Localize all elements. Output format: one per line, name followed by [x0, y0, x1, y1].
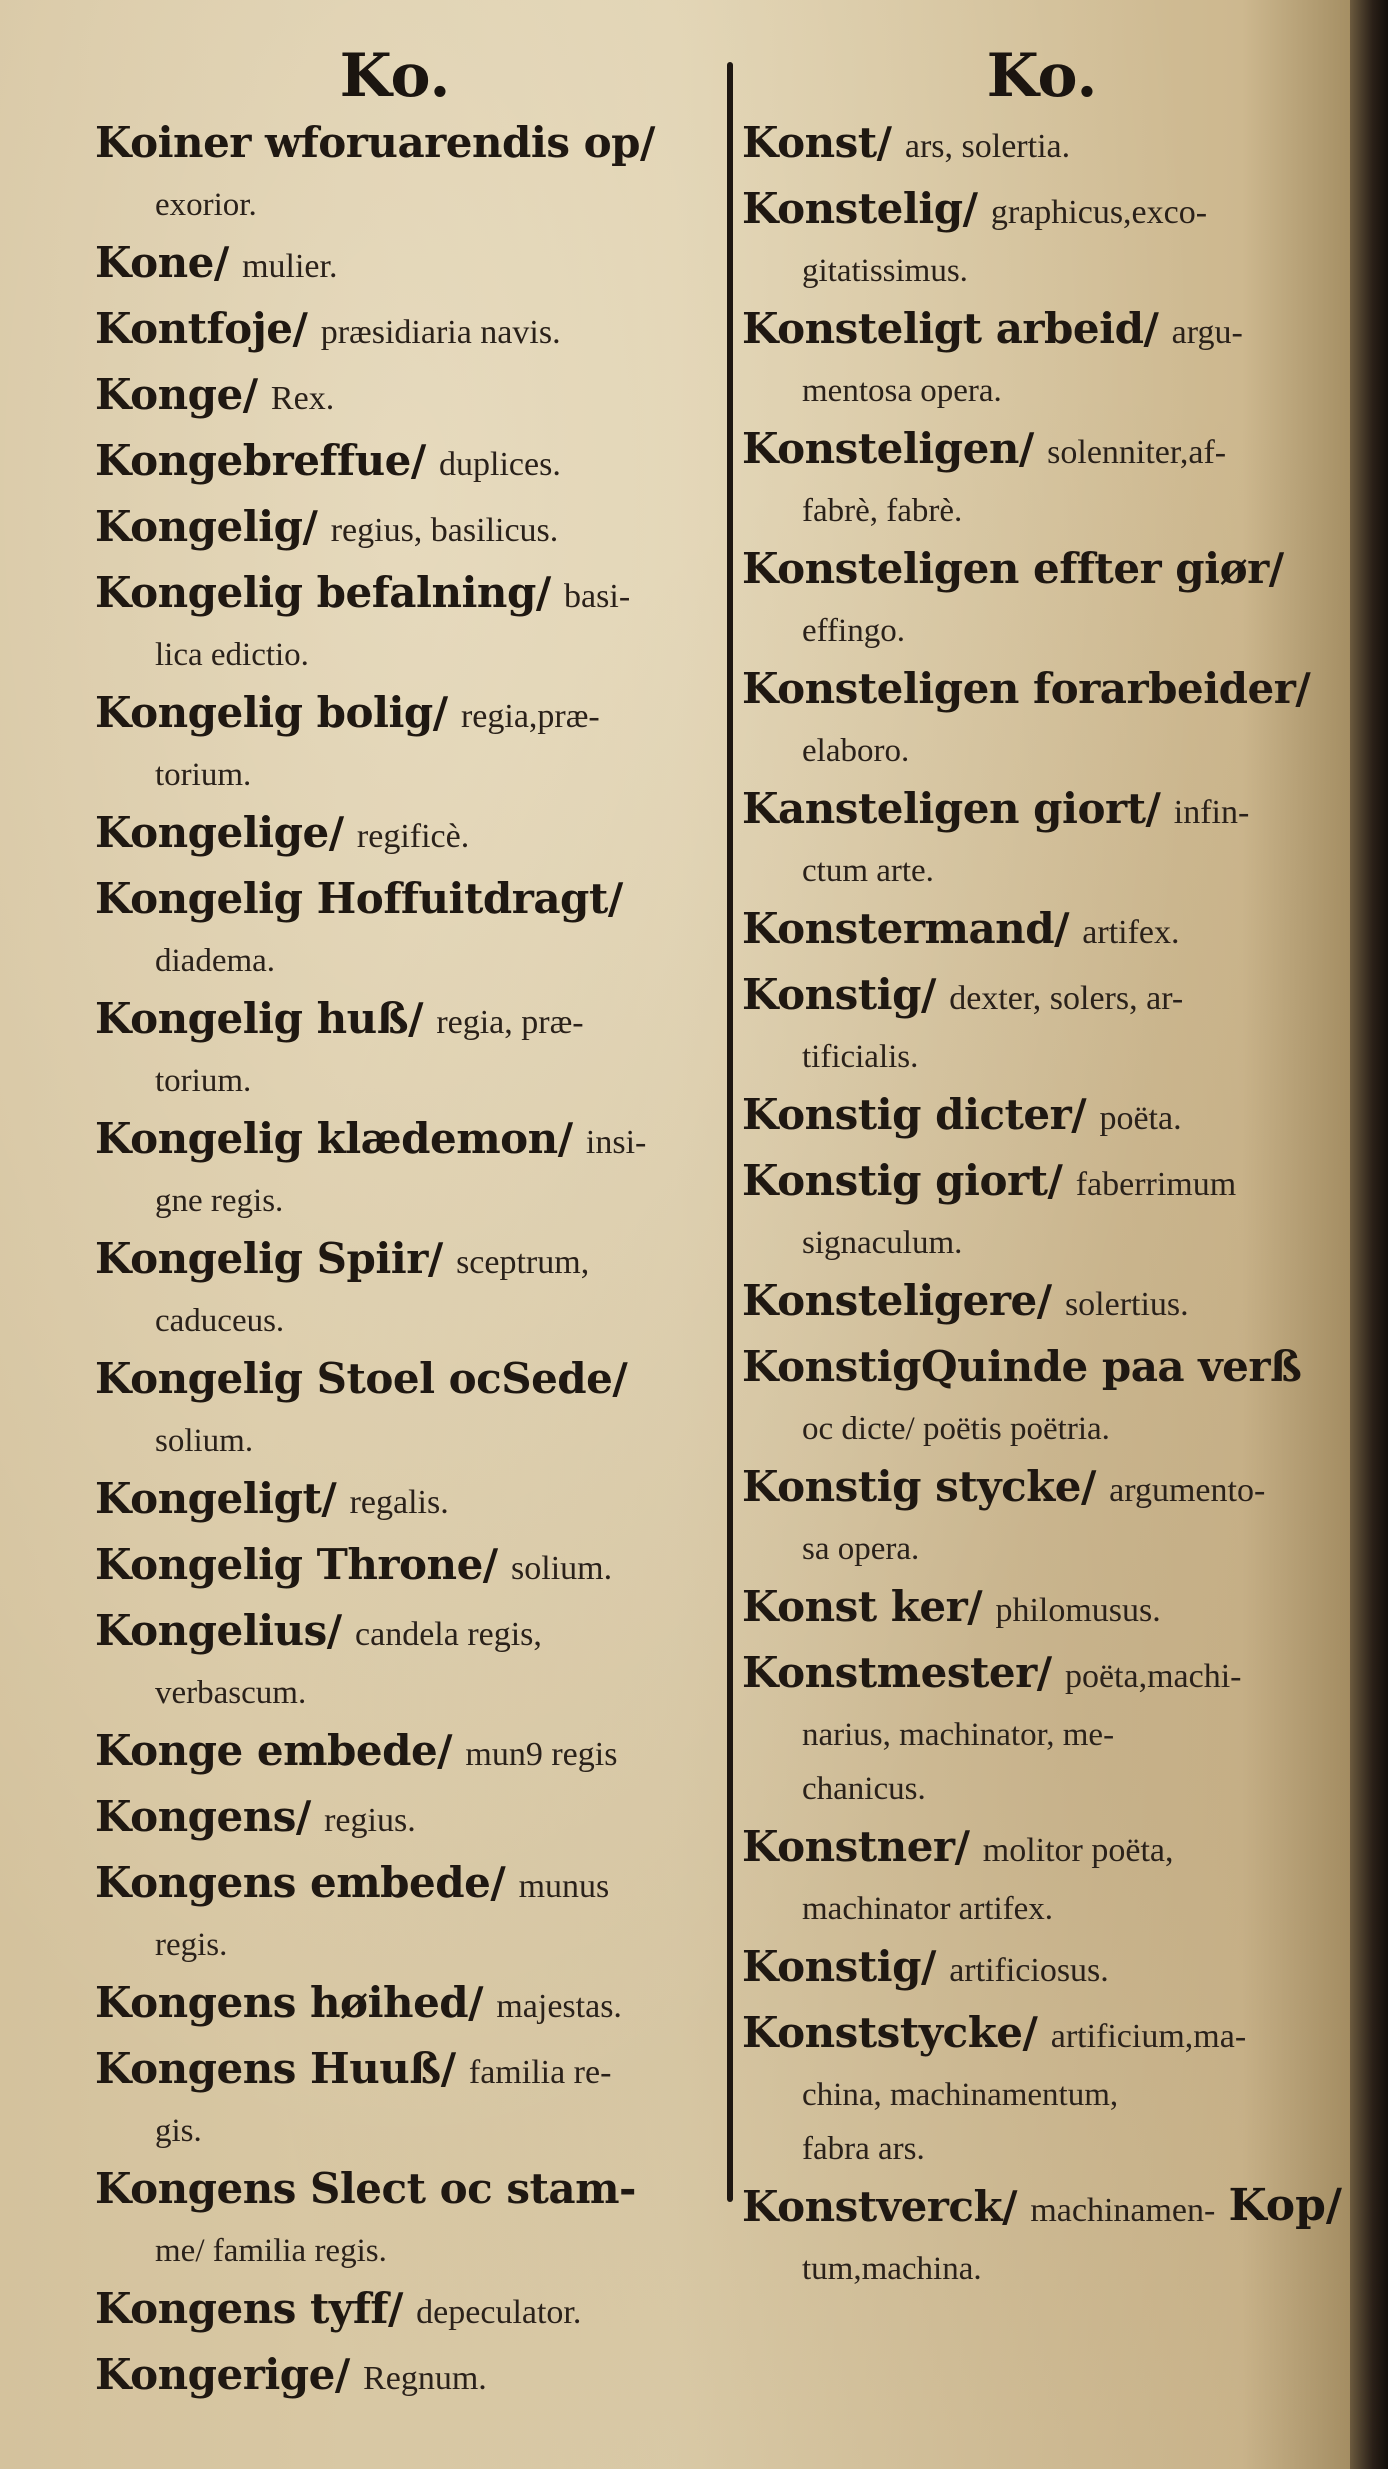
entry-first-line [742, 1336, 1342, 1402]
entry-first-line [742, 898, 1342, 964]
entry-continuation: effingo. [802, 613, 905, 649]
entry-first-line [95, 430, 695, 496]
entry-latin-gloss: regificè. [356, 818, 470, 855]
dictionary-entry [742, 1816, 1342, 1936]
entry-headword: Konstig giort/ [742, 1156, 1063, 1205]
dictionary-entry [742, 2122, 1342, 2176]
entry-headword: Konsteligen forarbeider/ [742, 664, 1311, 713]
entry-headword: Kongens Slect oc stam- [95, 2164, 636, 2213]
column-rule [727, 62, 733, 2202]
dictionary-entry [95, 1720, 695, 1786]
left-running-head: Ko. [339, 41, 451, 111]
entry-first-line [742, 1576, 1342, 1642]
dictionary-entry [95, 1228, 695, 1348]
entry-latin-gloss: Regnum. [363, 2360, 487, 2397]
entry-headword: Kongens tyff/ [95, 2284, 403, 2333]
entry-first-line [95, 1786, 695, 1852]
entry-latin-gloss: depeculator. [416, 2294, 582, 2331]
entry-first-line [742, 1150, 1342, 1216]
dictionary-entry [742, 1576, 1342, 1642]
entry-continuation: mentosa opera. [802, 373, 1002, 409]
entry-latin-gloss: regia, præ- [436, 1004, 584, 1041]
left-entry-list [95, 112, 695, 2410]
entry-first-line [95, 802, 695, 868]
entry-first-line [95, 2038, 695, 2104]
dictionary-entry [742, 1936, 1342, 2002]
entry-first-line [95, 868, 695, 934]
dictionary-entry [95, 364, 695, 430]
entry-continuation: fabra ars. [802, 2131, 925, 2167]
entry-latin-gloss: candela regis, [355, 1616, 542, 1653]
entry-first-line [742, 538, 1342, 604]
entry-headword: Kongens Huuß/ [95, 2044, 456, 2093]
entry-headword: Kongelig Hoffuitdragt/ [95, 874, 623, 923]
entry-first-line [742, 658, 1342, 724]
entry-continuation: chanicus. [802, 1771, 926, 1807]
dictionary-entry [742, 1270, 1342, 1336]
dictionary-entry [95, 1534, 695, 1600]
dictionary-entry [742, 538, 1342, 658]
entry-latin-gloss: insi- [585, 1124, 647, 1161]
entry-continuation: narius, machinator, me- [802, 1717, 1115, 1753]
entry-latin-gloss: solium. [511, 1550, 613, 1587]
entry-latin-gloss: faberrimum [1075, 1166, 1237, 1203]
entry-continuation: tum,machina. [802, 2251, 982, 2287]
entry-headword: Konge embede/ [95, 1726, 453, 1775]
entry-first-line [742, 1936, 1342, 2002]
entry-continuation: exorior. [155, 187, 257, 223]
dictionary-entry [742, 298, 1342, 418]
entry-headword: Kongens embede/ [95, 1858, 506, 1907]
entry-headword: Kongelig Spiir/ [95, 1234, 443, 1283]
entry-headword: Kongebreffue/ [95, 436, 426, 485]
entry-first-line [95, 562, 695, 628]
entry-headword: Kongelig Throne/ [95, 1540, 498, 1589]
entry-latin-gloss: machinamen- [1030, 2192, 1216, 2229]
entry-first-line [95, 1720, 695, 1786]
dictionary-entry [95, 562, 695, 682]
dictionary-entry [742, 2002, 1342, 2122]
entry-first-line [95, 2278, 695, 2344]
dictionary-entry [742, 1642, 1342, 1762]
entry-latin-gloss: regius. [324, 1802, 416, 1839]
entry-first-line [95, 1468, 695, 1534]
entry-continuation: sa opera. [802, 1531, 920, 1567]
entry-first-line [742, 1816, 1342, 1882]
entry-first-line [742, 112, 1342, 178]
entry-latin-gloss: familia re- [468, 2054, 612, 2091]
entry-first-line [95, 1534, 695, 1600]
entry-headword: Konstverck/ [742, 2182, 1017, 2231]
entry-headword: Kongelig bolig/ [95, 688, 448, 737]
entry-first-line [742, 298, 1342, 364]
dictionary-entry [95, 988, 695, 1108]
entry-latin-gloss: mulier. [242, 248, 338, 285]
entry-continuation: gne regis. [155, 1183, 284, 1219]
entry-latin-gloss: basi- [564, 578, 631, 615]
entry-continuation: solium. [155, 1423, 254, 1459]
entry-latin-gloss: solenniter,af- [1047, 434, 1227, 471]
entry-first-line [95, 682, 695, 748]
entry-first-line [742, 964, 1342, 1030]
entry-latin-gloss: infin- [1173, 794, 1250, 831]
catchword: Kop/ [1228, 2180, 1342, 2231]
dictionary-entry [95, 682, 695, 802]
dictionary-entry [95, 232, 695, 298]
entry-headword: Kongelius/ [95, 1606, 342, 1655]
entry-continuation: fabrè, fabrè. [802, 493, 963, 529]
left-column [95, 40, 695, 2410]
right-column [742, 40, 1342, 2296]
entry-latin-gloss: dexter, solers, ar- [949, 980, 1184, 1017]
entry-headword: Kongelige/ [95, 808, 344, 857]
entry-latin-gloss: præsidiaria navis. [320, 314, 561, 351]
entry-continuation: diadema. [155, 943, 276, 979]
entry-continuation: machinator artifex. [802, 1891, 1054, 1927]
entry-latin-gloss: Rex. [270, 380, 335, 417]
entry-latin-gloss: sceptrum, [456, 1244, 590, 1281]
entry-latin-gloss: duplices. [439, 446, 561, 483]
dictionary-entry [95, 868, 695, 988]
entry-latin-gloss: poëta,machi- [1064, 1658, 1242, 1695]
entry-continuation: gis. [155, 2113, 202, 2149]
entry-headword: Kongerige/ [95, 2350, 350, 2399]
entry-first-line [742, 1270, 1342, 1336]
dictionary-entry [95, 430, 695, 496]
entry-latin-gloss: majestas. [496, 1988, 622, 2025]
entry-headword: Koiner wforuarendis op/ [95, 118, 655, 167]
dictionary-entry [95, 2038, 695, 2158]
entry-first-line [742, 1084, 1342, 1150]
entry-continuation: gitatissimus. [802, 253, 968, 289]
dictionary-entry [95, 2278, 695, 2344]
entry-headword: Kongelig/ [95, 502, 318, 551]
entry-continuation: torium. [155, 757, 252, 793]
entry-continuation: elaboro. [802, 733, 910, 769]
right-running-head: Ko. [986, 41, 1098, 111]
dictionary-entry [95, 1852, 695, 1972]
entry-first-line [95, 232, 695, 298]
dictionary-entry [742, 658, 1342, 778]
dictionary-entry [95, 496, 695, 562]
entry-headword: Konstig/ [742, 970, 936, 1019]
entry-first-line [742, 1456, 1342, 1522]
entry-first-line [95, 1228, 695, 1294]
entry-headword: Kansteligen giort/ [742, 784, 1161, 833]
entry-continuation: tificialis. [802, 1039, 919, 1075]
entry-continuation: china, machinamentum, [802, 2077, 1119, 2113]
right-entry-list [742, 112, 1342, 2296]
entry-continuation: lica edictio. [155, 637, 309, 673]
entry-headword: Kongelig huß/ [95, 994, 423, 1043]
entry-headword: Konstig/ [742, 1942, 936, 1991]
entry-first-line [95, 2158, 695, 2224]
dictionary-entry [742, 898, 1342, 964]
entry-headword: Kongens høihed/ [95, 1978, 483, 2027]
dictionary-entry [742, 178, 1342, 298]
book-gutter-shadow [1350, 0, 1388, 2469]
dictionary-entry [742, 1084, 1342, 1150]
dictionary-entry [742, 778, 1342, 898]
entry-latin-gloss: ars, solertia. [904, 128, 1071, 165]
entry-latin-gloss: philomusus. [995, 1592, 1161, 1629]
entry-headword: Kontfoje/ [95, 304, 308, 353]
dictionary-entry [742, 964, 1342, 1084]
dictionary-entry [95, 802, 695, 868]
entry-continuation: ctum arte. [802, 853, 934, 889]
entry-latin-gloss: solertius. [1064, 1286, 1189, 1323]
entry-headword: Kongens/ [95, 1792, 311, 1841]
entry-headword: Konst ker/ [742, 1582, 983, 1631]
entry-headword: Konstelig/ [742, 184, 978, 233]
entry-first-line [742, 178, 1342, 244]
entry-continuation: oc dicte/ poëtis poëtria. [802, 1411, 1110, 1447]
dictionary-entry [95, 298, 695, 364]
entry-headword: Konstermand/ [742, 904, 1069, 953]
entry-latin-gloss: argumento- [1109, 1472, 1266, 1509]
entry-headword: Konge/ [95, 370, 258, 419]
entry-first-line [95, 496, 695, 562]
dictionary-entry [742, 418, 1342, 538]
dictionary-entry [95, 1600, 695, 1720]
entry-first-line [95, 1348, 695, 1414]
entry-first-line [95, 112, 695, 178]
entry-headword: Kongeligt/ [95, 1474, 337, 1523]
entry-latin-gloss: artificium,ma- [1050, 2018, 1247, 2055]
entry-latin-gloss: munus [518, 1868, 610, 1905]
entry-first-line [95, 364, 695, 430]
entry-headword: KonstigQuinde paa verß [742, 1342, 1302, 1391]
dictionary-entry [742, 1762, 1342, 1816]
entry-first-line [95, 1852, 695, 1918]
dictionary-entry [95, 1972, 695, 2038]
entry-latin-gloss: graphicus,exco- [990, 194, 1208, 231]
entry-first-line [742, 1642, 1342, 1708]
dictionary-entry [742, 112, 1342, 178]
entry-headword: Konsteligt arbeid/ [742, 304, 1159, 353]
dictionary-entry [95, 1348, 695, 1468]
entry-headword: Konsteligen/ [742, 424, 1034, 473]
entry-first-line [742, 778, 1342, 844]
entry-latin-gloss: regius, basilicus. [330, 512, 559, 549]
entry-first-line [95, 1108, 695, 1174]
entry-latin-gloss: regalis. [349, 1484, 449, 1521]
entry-first-line [742, 2002, 1342, 2068]
dictionary-entry [95, 1108, 695, 1228]
entry-latin-gloss: molitor poëta, [982, 1832, 1174, 1869]
entry-headword: Kongelig klædemon/ [95, 1114, 573, 1163]
entry-first-line [742, 418, 1342, 484]
entry-headword: Konstmester/ [742, 1648, 1052, 1697]
entry-headword: Konst/ [742, 118, 892, 167]
entry-headword: Konstner/ [742, 1822, 970, 1871]
entry-headword: Konstig stycke/ [742, 1462, 1096, 1511]
dictionary-entry [742, 1456, 1342, 1576]
entry-latin-gloss: artificiosus. [949, 1952, 1109, 1989]
dictionary-entry [95, 112, 695, 232]
entry-latin-gloss: mun9 regis [465, 1736, 618, 1773]
entry-headword: Konstig dicter/ [742, 1090, 1087, 1139]
dictionary-entry [742, 1150, 1342, 1270]
entry-continuation: torium. [155, 1063, 252, 1099]
dictionary-entry [95, 2344, 695, 2410]
entry-headword: Konsteligere/ [742, 1276, 1052, 1325]
entry-headword: Konsteligen effter giør/ [742, 544, 1284, 593]
entry-continuation: signaculum. [802, 1225, 963, 1261]
dictionary-entry [95, 1786, 695, 1852]
entry-latin-gloss: artifex. [1082, 914, 1180, 951]
entry-latin-gloss: poëta. [1099, 1100, 1182, 1137]
entry-continuation: caduceus. [155, 1303, 285, 1339]
entry-continuation: verbascum. [155, 1675, 307, 1711]
dictionary-entry [742, 1336, 1342, 1456]
entry-continuation: regis. [155, 1927, 228, 1963]
entry-first-line [95, 1600, 695, 1666]
entry-first-line [95, 988, 695, 1054]
entry-headword: Konststycke/ [742, 2008, 1038, 2057]
entry-first-line [95, 1972, 695, 2038]
entry-headword: Kongelig Stoel ocSede/ [95, 1354, 628, 1403]
entry-latin-gloss: regia,præ- [460, 698, 600, 735]
dictionary-entry [95, 1468, 695, 1534]
entry-headword: Kone/ [95, 238, 229, 287]
entry-continuation: me/ familia regis. [155, 2233, 387, 2269]
entry-first-line [95, 2344, 695, 2410]
entry-first-line [95, 298, 695, 364]
dictionary-entry [95, 2158, 695, 2278]
entry-latin-gloss: argu- [1171, 314, 1243, 351]
entry-headword: Kongelig befalning/ [95, 568, 551, 617]
